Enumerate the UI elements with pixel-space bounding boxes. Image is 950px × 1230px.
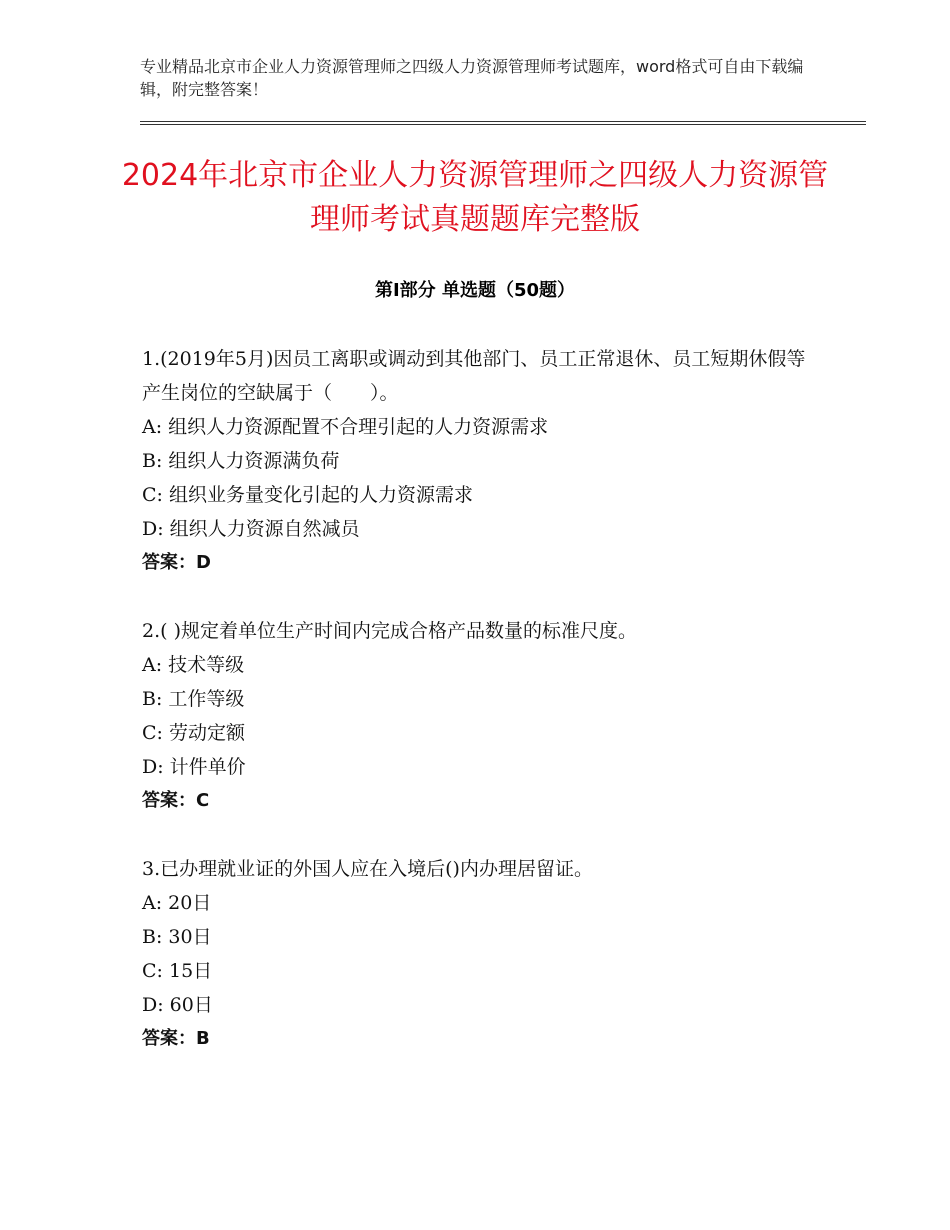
document-title: 2024年北京市企业人力资源管理师之四级人力资源管理师考试真题题库完整版 <box>121 158 829 237</box>
question-stem: 1.(2019年5月)因员工离职或调动到其他部门、员工正常退休、员工短期休假等产生岗位的空缺属于（ ）。 <box>142 348 806 404</box>
option-b: B: 30日 <box>142 926 212 948</box>
question-2 <box>142 614 822 818</box>
option-d: D: 计件单价 <box>142 756 246 778</box>
option-d: D: 组织人力资源自然减员 <box>142 518 360 540</box>
header-divider-secondary <box>140 124 866 125</box>
answer: 答案：B <box>142 1028 210 1049</box>
option-a: A: 技术等级 <box>142 654 245 676</box>
section-title: 第Ⅰ部分 单选题（50题） <box>374 280 575 301</box>
answer: 答案：C <box>142 790 210 811</box>
option-b: B: 组织人力资源满负荷 <box>142 450 340 472</box>
header-note: 专业精品北京市企业人力资源管理师之四级人力资源管理师考试题库，word格式可自由下载编辑，附完整答案！ <box>140 57 804 99</box>
answer: 答案：D <box>142 552 211 573</box>
option-d: D: 60日 <box>142 994 213 1016</box>
question-1 <box>142 342 822 580</box>
question-stem: 3.已办理就业证的外国人应在入境后()内办理居留证。 <box>142 858 593 880</box>
option-a: A: 20日 <box>142 892 212 914</box>
question-stem: 2.( )规定着单位生产时间内完成合格产品数量的标准尺度。 <box>142 620 637 642</box>
option-c: C: 15日 <box>142 960 213 982</box>
option-a: A: 组织人力资源配置不合理引起的人力资源需求 <box>142 416 549 438</box>
option-b: B: 工作等级 <box>142 688 245 710</box>
option-c: C: 劳动定额 <box>142 722 245 744</box>
header-divider <box>140 121 866 122</box>
question-list <box>142 342 822 1090</box>
question-3 <box>142 852 822 1056</box>
option-c: C: 组织业务量变化引起的人力资源需求 <box>142 484 473 506</box>
